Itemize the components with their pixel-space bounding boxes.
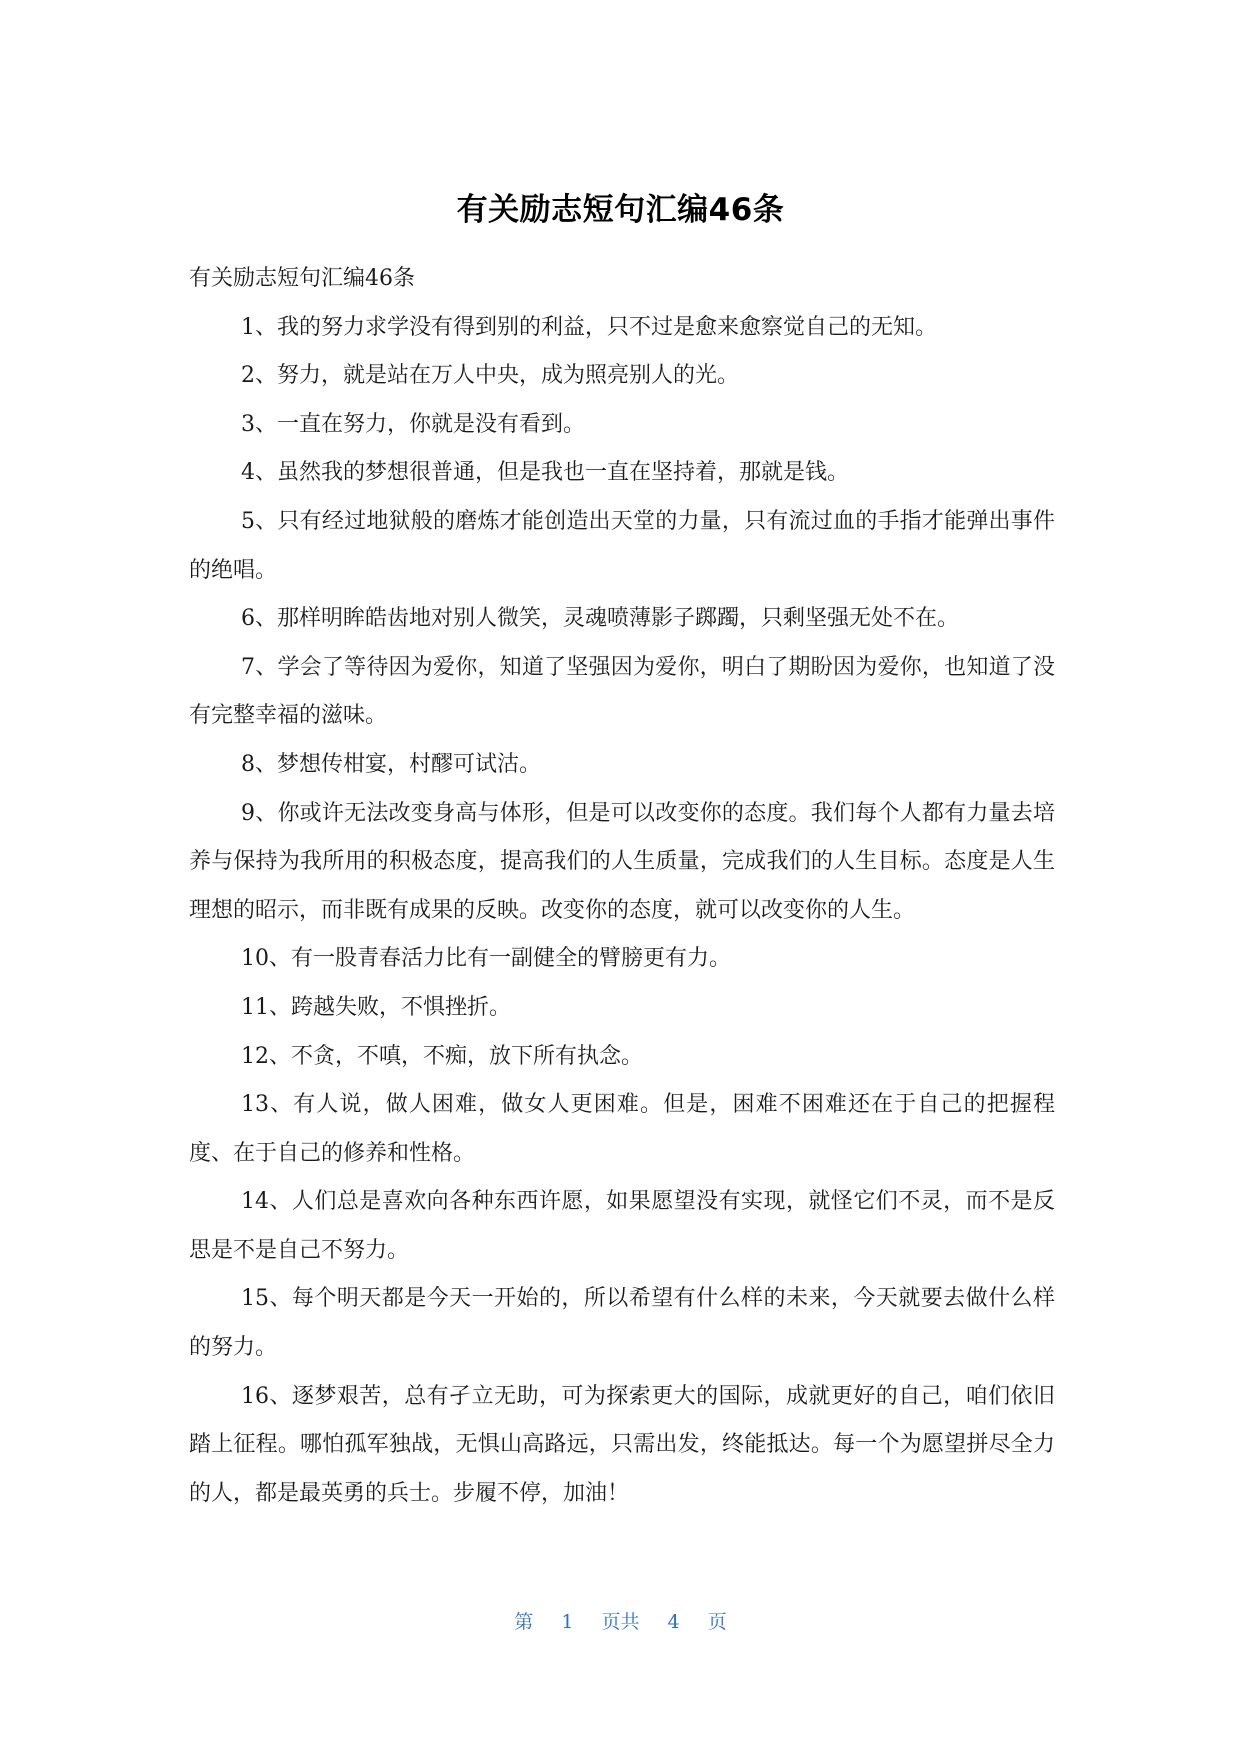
paragraph: 14、人们总是喜欢向各种东西许愿，如果愿望没有实现，就怪它们不灵，而不是反思是不是自己不努力。: [189, 1189, 1055, 1263]
paragraph: 2、努力，就是站在万人中央，成为照亮别人的光。: [241, 363, 739, 389]
footer-prefix: 第: [514, 1611, 534, 1633]
footer-suffix: 页: [707, 1611, 727, 1633]
paragraph: 1、我的努力求学没有得到别的利益，只不过是愈来愈察觉自己的无知。: [241, 314, 937, 340]
paragraph: 11、跨越失败，不惧挫折。: [241, 994, 511, 1020]
paragraph: 8、梦想传柑宴，村醪可试沽。: [241, 751, 541, 777]
paragraph: 10、有一股青春活力比有一副健全的臂膀更有力。: [241, 946, 731, 972]
paragraph: 16、逐梦艰苦，总有孑立无助，可为探索更大的国际，成就更好的自己，咱们依旧踏上征程。哪怕孤军独战，无惧山高路远，只需出发，终能抵达。每一个为愿望拼尽全力的人，都是最英勇的兵士。步履不停，加油！: [189, 1383, 1055, 1506]
paragraph: 9、你或许无法改变身高与体形，但是可以改变你的态度。我们每个人都有力量去培养与保持为我所用的积极态度，提高我们的人生质量，完成我们的人生目标。态度是人生理想的昭示，而非既有成果的反映。改变你的态度，就可以改变你的人生。: [189, 800, 1055, 923]
page-footer: [0, 1608, 1241, 1636]
paragraph: 13、有人说，做人困难，做女人更困难。但是，困难不困难还在于自己的把握程度、在于自己的修养和性格。: [189, 1092, 1055, 1166]
paragraph: 6、那样明眸皓齿地对别人微笑，灵魂喷薄影子踯躅，只剩坚强无处不在。: [241, 606, 959, 632]
document-subtitle: 有关励志短句汇编46条: [189, 266, 415, 291]
paragraph: 3、一直在努力，你就是没有看到。: [241, 411, 585, 437]
footer-current-page: 1: [561, 1611, 574, 1633]
paragraph: 7、学会了等待因为爱你，知道了坚强因为爱你，明白了期盼因为爱你，也知道了没有完整幸福的滋味。: [189, 654, 1055, 729]
footer-total-pages: 4: [667, 1611, 680, 1633]
paragraph: 12、不贪，不嗔，不痴，放下所有执念。: [241, 1043, 643, 1069]
document-body: [189, 255, 1055, 1518]
page-title: 有关励志短句汇编46条: [456, 192, 785, 228]
footer-mid: 页共: [601, 1611, 640, 1633]
paragraph: 15、每个明天都是今天一开始的，所以希望有什么样的未来，今天就要去做什么样的努力。: [189, 1286, 1055, 1361]
paragraph: 4、虽然我的梦想很普通，但是我也一直在坚持着，那就是钱。: [241, 460, 849, 486]
paragraph: 5、只有经过地狱般的磨炼才能创造出天堂的力量，只有流过血的手指才能弹出事件的绝唱。: [189, 508, 1055, 583]
